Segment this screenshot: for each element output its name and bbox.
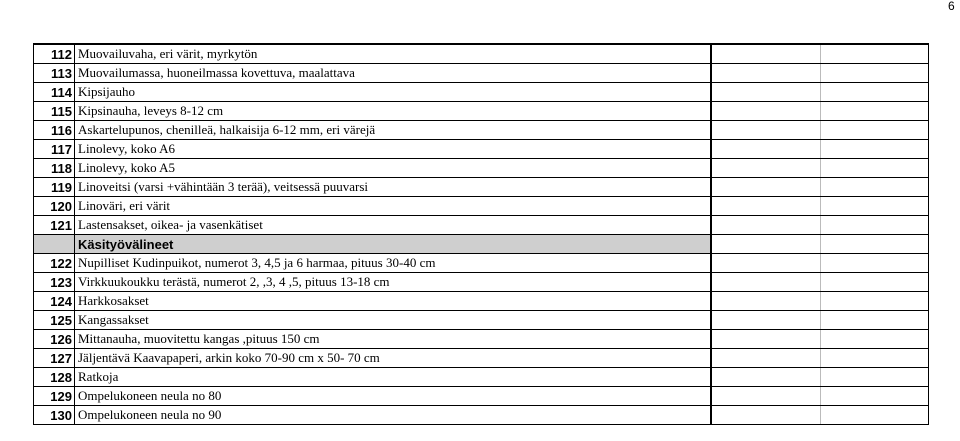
item-description: Kipsinauha, leveys 8-12 cm <box>75 102 712 121</box>
item-description: Jäljentävä Kaavapaperi, arkin koko 70-90 cm x 50- 70 cm <box>75 349 712 368</box>
empty-cell-b <box>821 102 929 121</box>
empty-cell-a <box>711 159 821 178</box>
empty-cell-a <box>711 44 821 64</box>
table-row <box>34 292 929 311</box>
table-row <box>34 216 929 235</box>
empty-cell-b <box>821 197 929 216</box>
item-number: 117 <box>34 140 75 159</box>
item-number: 121 <box>34 216 75 235</box>
empty-cell-a <box>711 387 821 406</box>
empty-cell-a <box>711 197 821 216</box>
empty-cell-a <box>711 368 821 387</box>
item-description: Virkkuukoukku terästä, numerot 2, ,3, 4 ,5, pituus 13-18 cm <box>75 273 712 292</box>
product-rows <box>34 44 929 425</box>
item-description: Linoveitsi (varsi +vähintään 3 terää), veitsessä puuvarsi <box>75 178 712 197</box>
empty-cell-b <box>821 216 929 235</box>
empty-cell-b <box>821 254 929 273</box>
empty-cell-b <box>821 235 929 254</box>
empty-cell-b <box>821 178 929 197</box>
item-description: Ompelukoneen neula no 90 <box>75 406 712 425</box>
item-description: Ompelukoneen neula no 80 <box>75 387 712 406</box>
table-row <box>34 368 929 387</box>
item-number: 118 <box>34 159 75 178</box>
empty-cell-b <box>821 406 929 425</box>
table-row <box>34 159 929 178</box>
item-description: Harkkosakset <box>75 292 712 311</box>
item-description: Muovailumassa, huoneilmassa kovettuva, maalattava <box>75 64 712 83</box>
table-row <box>34 44 929 64</box>
item-number <box>34 235 75 254</box>
item-number: 112 <box>34 44 75 64</box>
empty-cell-b <box>821 121 929 140</box>
empty-cell-b <box>821 311 929 330</box>
item-number: 120 <box>34 197 75 216</box>
item-description: Mittanauha, muovitettu kangas ,pituus 150 cm <box>75 330 712 349</box>
empty-cell-b <box>821 387 929 406</box>
empty-cell-a <box>711 64 821 83</box>
empty-cell-b <box>821 292 929 311</box>
empty-cell-b <box>821 368 929 387</box>
empty-cell-a <box>711 349 821 368</box>
empty-cell-a <box>711 121 821 140</box>
empty-cell-a <box>711 292 821 311</box>
empty-cell-b <box>821 273 929 292</box>
item-number: 124 <box>34 292 75 311</box>
empty-cell-b <box>821 44 929 64</box>
item-number: 128 <box>34 368 75 387</box>
empty-cell-a <box>711 254 821 273</box>
item-number: 125 <box>34 311 75 330</box>
item-description: Muovailuvaha, eri värit, myrkytön <box>75 44 712 64</box>
item-description: Kipsijauho <box>75 83 712 102</box>
empty-cell-a <box>711 273 821 292</box>
item-number: 115 <box>34 102 75 121</box>
empty-cell-a <box>711 406 821 425</box>
item-number: 119 <box>34 178 75 197</box>
table-row <box>34 254 929 273</box>
page-number: 6 <box>948 0 955 13</box>
item-number: 127 <box>34 349 75 368</box>
table-row <box>34 311 929 330</box>
table-row <box>34 83 929 102</box>
item-description: Askartelupunos, chenilleä, halkaisija 6-12 mm, eri värejä <box>75 121 712 140</box>
item-description: Linolevy, koko A5 <box>75 159 712 178</box>
empty-cell-b <box>821 64 929 83</box>
table-row <box>34 178 929 197</box>
empty-cell-a <box>711 235 821 254</box>
table-row <box>34 64 929 83</box>
empty-cell-b <box>821 349 929 368</box>
item-number: 126 <box>34 330 75 349</box>
table-row <box>34 121 929 140</box>
empty-cell-a <box>711 311 821 330</box>
empty-cell-a <box>711 140 821 159</box>
section-header-row <box>34 235 929 254</box>
empty-cell-b <box>821 140 929 159</box>
item-number: 114 <box>34 83 75 102</box>
table-row <box>34 349 929 368</box>
item-number: 122 <box>34 254 75 273</box>
table-row <box>34 273 929 292</box>
table-row <box>34 102 929 121</box>
item-description: Kangassakset <box>75 311 712 330</box>
empty-cell-a <box>711 83 821 102</box>
empty-cell-b <box>821 159 929 178</box>
table-row <box>34 140 929 159</box>
item-description: Lastensakset, oikea- ja vasenkätiset <box>75 216 712 235</box>
item-description: Ratkoja <box>75 368 712 387</box>
item-number: 129 <box>34 387 75 406</box>
item-description: Linoväri, eri värit <box>75 197 712 216</box>
item-description: Nupilliset Kudinpuikot, numerot 3, 4,5 ja 6 harmaa, pituus 30-40 cm <box>75 254 712 273</box>
table-row <box>34 197 929 216</box>
product-table <box>33 43 929 425</box>
empty-cell-a <box>711 102 821 121</box>
item-number: 130 <box>34 406 75 425</box>
empty-cell-b <box>821 83 929 102</box>
item-number: 116 <box>34 121 75 140</box>
empty-cell-a <box>711 178 821 197</box>
empty-cell-b <box>821 330 929 349</box>
section-title: Käsityövälineet <box>75 235 712 254</box>
table-row <box>34 387 929 406</box>
table-row <box>34 330 929 349</box>
empty-cell-a <box>711 330 821 349</box>
item-number: 123 <box>34 273 75 292</box>
empty-cell-a <box>711 216 821 235</box>
item-description: Linolevy, koko A6 <box>75 140 712 159</box>
item-number: 113 <box>34 64 75 83</box>
table-row <box>34 406 929 425</box>
